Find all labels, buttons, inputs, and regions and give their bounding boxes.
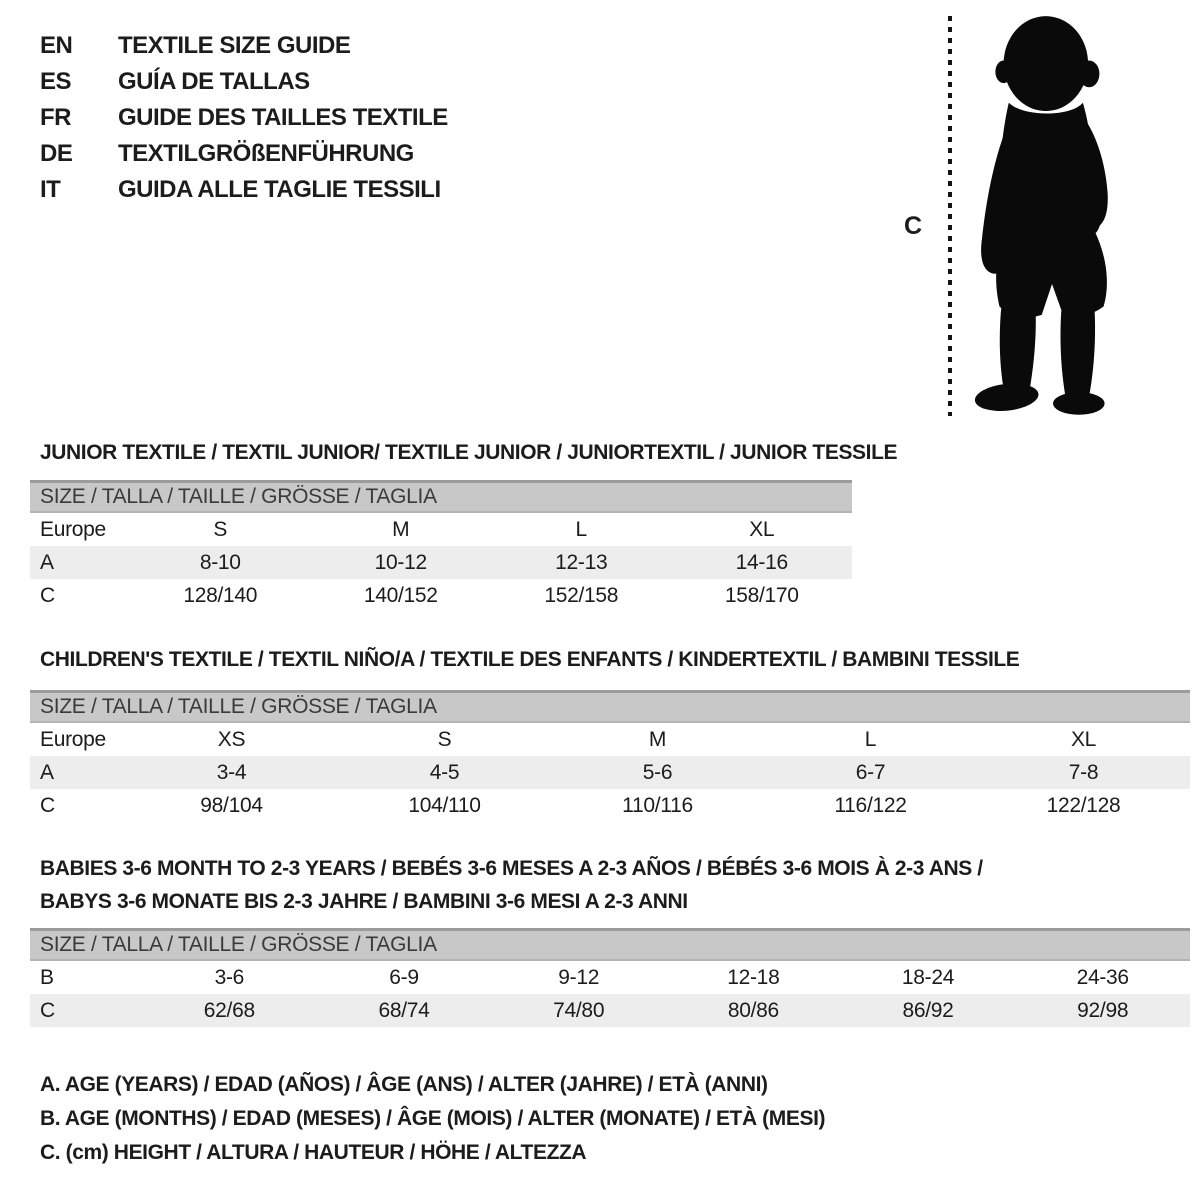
size-table-children [30, 690, 1190, 822]
height-cell: 68/74 [378, 998, 430, 1022]
height-cell: 86/92 [902, 998, 954, 1022]
table-header-bar [30, 480, 852, 513]
months-cell: 3-6 [214, 965, 245, 989]
table-header-bar [30, 928, 1190, 961]
language-row [40, 100, 448, 136]
age-cell: 10-12 [374, 550, 427, 574]
row-label: Europe [40, 517, 106, 541]
months-cell: 18-24 [901, 965, 955, 989]
section-heading-text: JUNIOR TEXTILE / TEXTIL JUNIOR/ TEXTILE JUNIOR / JUNIORTEXTIL / JUNIOR TESSILE [40, 441, 898, 464]
row-label: B [40, 965, 54, 989]
language-list [40, 28, 448, 208]
months-cell: 12-18 [727, 965, 780, 989]
size-cell: XL [1070, 727, 1097, 751]
height-cell: 152/158 [544, 583, 619, 607]
language-code: FR [40, 104, 71, 131]
guide-title: GUIDA ALLE TAGLIE TESSILI [118, 176, 441, 203]
size-cell: S [213, 517, 228, 541]
table-row-age [30, 546, 852, 579]
guide-title: GUIDE DES TAILLES TEXTILE [118, 104, 448, 131]
age-cell: 3-4 [216, 760, 247, 784]
height-measure-label: C [904, 212, 923, 240]
section-heading-text: BABIES 3-6 MONTH TO 2-3 YEARS / BEBÉS 3-6 MESES A 2-3 AÑOS / BÉBÉS 3-6 MOIS À 2-3 ANS / [40, 857, 983, 880]
section-heading-junior [40, 436, 897, 469]
language-row [40, 28, 448, 64]
language-row [40, 172, 448, 208]
section-heading-babies [40, 852, 983, 918]
size-cell: S [437, 727, 452, 751]
age-cell: 8-10 [199, 550, 241, 574]
legend-line-b: B. AGE (MONTHS) / EDAD (MESES) / ÂGE (MOIS) / ALTER (MONATE) / ETÀ (MESI) [40, 1107, 826, 1130]
table-header-label: SIZE / TALLA / TAILLE / GRÖSSE / TAGLIA [40, 933, 437, 956]
table-header-label: SIZE / TALLA / TAILLE / GRÖSSE / TAGLIA [40, 485, 437, 508]
height-cell: 128/140 [183, 583, 258, 607]
table-header-bar [30, 690, 1190, 723]
table-row-europe [30, 723, 1190, 756]
age-cell: 6-7 [855, 760, 886, 784]
age-cell: 4-5 [429, 760, 460, 784]
table-row-height [30, 789, 1190, 822]
height-cell: 62/68 [203, 998, 255, 1022]
age-cell: 5-6 [642, 760, 673, 784]
measure-legend [40, 1068, 825, 1170]
table-row-europe [30, 513, 852, 546]
height-cell: 110/116 [622, 793, 693, 817]
table-header-label: SIZE / TALLA / TAILLE / GRÖSSE / TAGLIA [40, 695, 437, 718]
height-cell: 80/86 [727, 998, 779, 1022]
language-row [40, 64, 448, 100]
months-cell: 24-36 [1076, 965, 1129, 989]
table-row-height [30, 994, 1190, 1027]
guide-title: TEXTILE SIZE GUIDE [118, 32, 351, 59]
height-cell: 98/104 [200, 793, 263, 817]
height-measure-dashed-line [948, 16, 952, 416]
row-label: Europe [40, 727, 106, 751]
size-table-junior [30, 480, 852, 612]
age-cell: 7-8 [1068, 760, 1099, 784]
row-label: C [40, 998, 55, 1022]
height-cell: 140/152 [363, 583, 438, 607]
section-heading-text: BABYS 3-6 MONATE BIS 2-3 JAHRE / BAMBINI 3-6 MESI A 2-3 ANNI [40, 890, 688, 913]
row-label: A [40, 550, 54, 574]
legend-line-a: A. AGE (YEARS) / EDAD (AÑOS) / ÂGE (ANS) / ALTER (JAHRE) / ETÀ (ANNI) [40, 1073, 768, 1096]
size-cell: L [575, 517, 587, 541]
guide-title: GUÍA DE TALLAS [118, 68, 310, 95]
section-heading-children [40, 643, 1019, 676]
months-cell: 6-9 [389, 965, 419, 989]
language-row [40, 136, 448, 172]
height-cell: 158/170 [724, 583, 799, 607]
size-table-babies [30, 928, 1190, 1027]
months-cell: 9-12 [558, 965, 600, 989]
row-label: C [40, 583, 55, 607]
table-row-age [30, 756, 1190, 789]
height-cell: 116/122 [834, 793, 907, 817]
language-code: ES [40, 68, 72, 95]
row-label: A [40, 760, 54, 784]
section-heading-text: CHILDREN'S TEXTILE / TEXTIL NIÑO/A / TEXTILE DES ENFANTS / KINDERTEXTIL / BAMBINI TESSILE [40, 648, 1020, 671]
height-cell: 122/128 [1046, 793, 1121, 817]
table-row-months [30, 961, 1190, 994]
toddler-silhouette-icon [962, 10, 1140, 422]
height-cell: 104/110 [408, 793, 481, 817]
legend-line-c: C. (cm) HEIGHT / ALTURA / HAUTEUR / HÖHE / ALTEZZA [40, 1141, 587, 1164]
age-cell: 12-13 [555, 550, 608, 574]
table-row-height [30, 579, 852, 612]
language-code: EN [40, 32, 73, 59]
guide-title: TEXTILGRÖßENFÜHRUNG [118, 140, 414, 167]
size-cell: M [648, 727, 667, 751]
language-code: DE [40, 140, 73, 167]
height-cell: 92/98 [1077, 998, 1129, 1022]
size-cell: XL [749, 517, 775, 541]
size-cell: L [864, 727, 877, 751]
age-cell: 14-16 [735, 550, 788, 574]
height-cell: 74/80 [553, 998, 605, 1022]
size-cell: M [392, 517, 410, 541]
row-label: C [40, 793, 55, 817]
language-code: IT [40, 176, 61, 203]
size-cell: XS [217, 727, 246, 751]
